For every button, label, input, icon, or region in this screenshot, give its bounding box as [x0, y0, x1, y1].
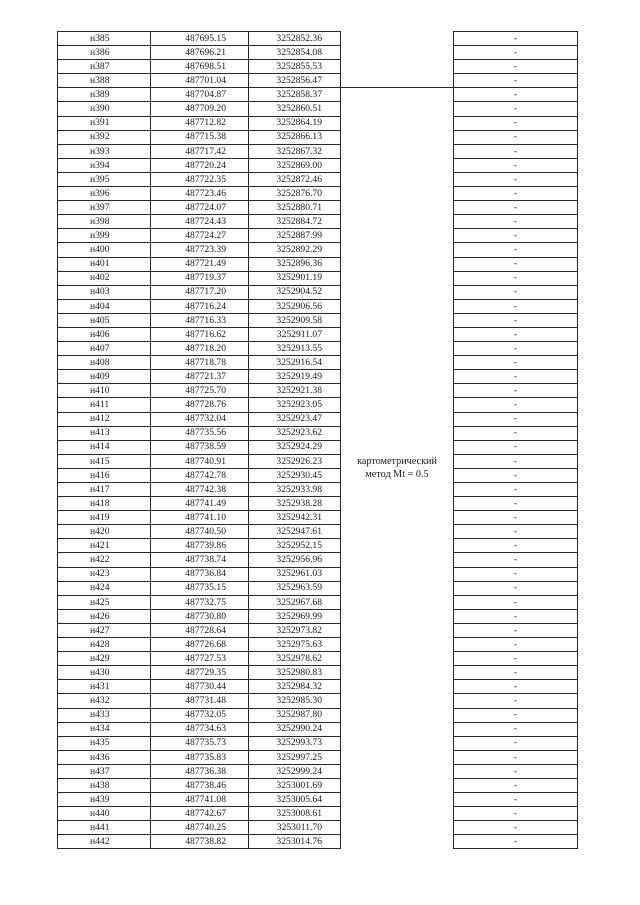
point-id-cell: н417	[58, 483, 151, 497]
x-coordinate-cell: 487721.49	[151, 257, 249, 271]
point-id-cell: н442	[58, 835, 151, 849]
note-cell: -	[454, 821, 578, 835]
table-row	[58, 130, 578, 144]
y-coordinate-cell: 3252990.24	[249, 722, 341, 736]
point-id-cell: н413	[58, 426, 151, 440]
y-coordinate-cell: 3252867.32	[249, 144, 341, 158]
x-coordinate-cell: 487738.82	[151, 835, 249, 849]
y-coordinate-cell: 3252880.71	[249, 201, 341, 215]
method-cell-empty	[341, 32, 454, 88]
point-id-cell: н412	[58, 412, 151, 426]
x-coordinate-cell: 487741.49	[151, 497, 249, 511]
point-id-cell: н426	[58, 609, 151, 623]
x-coordinate-cell: 487739.86	[151, 539, 249, 553]
point-id-cell: н421	[58, 539, 151, 553]
note-cell: -	[454, 285, 578, 299]
x-coordinate-cell: 487738.59	[151, 440, 249, 454]
x-coordinate-cell: 487709.20	[151, 102, 249, 116]
point-id-cell: н432	[58, 694, 151, 708]
note-cell: -	[454, 398, 578, 412]
note-cell: -	[454, 835, 578, 849]
note-cell: -	[454, 88, 578, 102]
note-cell: -	[454, 539, 578, 553]
y-coordinate-cell: 3252984.32	[249, 680, 341, 694]
y-coordinate-cell: 3252923.05	[249, 398, 341, 412]
y-coordinate-cell: 3252854.08	[249, 46, 341, 60]
x-coordinate-cell: 487724.27	[151, 229, 249, 243]
y-coordinate-cell: 3252872.46	[249, 172, 341, 186]
y-coordinate-cell: 3252852.36	[249, 32, 341, 46]
point-id-cell: н422	[58, 553, 151, 567]
x-coordinate-cell: 487738.46	[151, 778, 249, 792]
note-cell: -	[454, 327, 578, 341]
point-id-cell: н403	[58, 285, 151, 299]
point-id-cell: н419	[58, 511, 151, 525]
table-row	[58, 553, 578, 567]
x-coordinate-cell: 487729.35	[151, 666, 249, 680]
point-id-cell: н404	[58, 299, 151, 313]
table-row	[58, 88, 578, 102]
note-cell: -	[454, 116, 578, 130]
table-row	[58, 609, 578, 623]
note-cell: -	[454, 356, 578, 370]
table-row	[58, 539, 578, 553]
table-row	[58, 581, 578, 595]
y-coordinate-cell: 3252952.15	[249, 539, 341, 553]
point-id-cell: н414	[58, 440, 151, 454]
x-coordinate-cell: 487728.64	[151, 623, 249, 637]
y-coordinate-cell: 3252906.56	[249, 299, 341, 313]
x-coordinate-cell: 487716.33	[151, 313, 249, 327]
y-coordinate-cell: 3252923.47	[249, 412, 341, 426]
y-coordinate-cell: 3252913.55	[249, 342, 341, 356]
y-coordinate-cell: 3252942.31	[249, 511, 341, 525]
point-id-cell: н408	[58, 356, 151, 370]
y-coordinate-cell: 3252921.38	[249, 384, 341, 398]
x-coordinate-cell: 487712.82	[151, 116, 249, 130]
method-accuracy: метод Mt = 0.5	[365, 468, 429, 480]
point-id-cell: н409	[58, 370, 151, 384]
point-id-cell: н429	[58, 652, 151, 666]
table-row	[58, 74, 578, 88]
point-id-cell: н411	[58, 398, 151, 412]
table-row	[58, 835, 578, 849]
method-name: картометрический	[357, 455, 437, 467]
table-row	[58, 623, 578, 637]
point-id-cell: н406	[58, 327, 151, 341]
table-row	[58, 285, 578, 299]
point-id-cell: н390	[58, 102, 151, 116]
y-coordinate-cell: 3252999.24	[249, 764, 341, 778]
x-coordinate-cell: 487735.56	[151, 426, 249, 440]
x-coordinate-cell: 487704.87	[151, 88, 249, 102]
x-coordinate-cell: 487716.62	[151, 327, 249, 341]
point-id-cell: н387	[58, 60, 151, 74]
point-id-cell: н435	[58, 736, 151, 750]
x-coordinate-cell: 487698.51	[151, 60, 249, 74]
point-id-cell: н398	[58, 215, 151, 229]
x-coordinate-cell: 487726.68	[151, 638, 249, 652]
point-id-cell: н389	[58, 88, 151, 102]
x-coordinate-cell: 487722.35	[151, 172, 249, 186]
table-row	[58, 468, 578, 482]
point-id-cell: н386	[58, 46, 151, 60]
table-row	[58, 327, 578, 341]
note-cell: -	[454, 158, 578, 172]
note-cell: -	[454, 342, 578, 356]
y-coordinate-cell: 3252997.25	[249, 750, 341, 764]
x-coordinate-cell: 487727.53	[151, 652, 249, 666]
note-cell: -	[454, 778, 578, 792]
note-cell: -	[454, 511, 578, 525]
note-cell: -	[454, 553, 578, 567]
table-row	[58, 370, 578, 384]
y-coordinate-cell: 3252866.13	[249, 130, 341, 144]
table-row	[58, 356, 578, 370]
note-cell: -	[454, 680, 578, 694]
table-row	[58, 426, 578, 440]
note-cell: -	[454, 666, 578, 680]
table-row	[58, 525, 578, 539]
note-cell: -	[454, 694, 578, 708]
coordinates-table-body	[58, 32, 578, 849]
table-row	[58, 215, 578, 229]
y-coordinate-cell: 3252980.83	[249, 666, 341, 680]
y-coordinate-cell: 3252973.82	[249, 623, 341, 637]
table-row	[58, 229, 578, 243]
x-coordinate-cell: 487740.91	[151, 454, 249, 468]
x-coordinate-cell: 487732.75	[151, 595, 249, 609]
table-row	[58, 384, 578, 398]
point-id-cell: н441	[58, 821, 151, 835]
note-cell: -	[454, 172, 578, 186]
point-id-cell: н436	[58, 750, 151, 764]
x-coordinate-cell: 487719.37	[151, 271, 249, 285]
y-coordinate-cell: 3253001.69	[249, 778, 341, 792]
table-row	[58, 201, 578, 215]
note-cell: -	[454, 468, 578, 482]
x-coordinate-cell: 487742.67	[151, 807, 249, 821]
y-coordinate-cell: 3252919.49	[249, 370, 341, 384]
table-row	[58, 257, 578, 271]
table-row	[58, 821, 578, 835]
table-row	[58, 187, 578, 201]
y-coordinate-cell: 3252956.96	[249, 553, 341, 567]
x-coordinate-cell: 487718.78	[151, 356, 249, 370]
point-id-cell: н418	[58, 497, 151, 511]
note-cell: -	[454, 271, 578, 285]
note-cell: -	[454, 638, 578, 652]
point-id-cell: н407	[58, 342, 151, 356]
table-row	[58, 764, 578, 778]
note-cell: -	[454, 60, 578, 74]
x-coordinate-cell: 487730.44	[151, 680, 249, 694]
y-coordinate-cell: 3252860.51	[249, 102, 341, 116]
note-cell: -	[454, 370, 578, 384]
x-coordinate-cell: 487732.04	[151, 412, 249, 426]
point-id-cell: н400	[58, 243, 151, 257]
table-row	[58, 172, 578, 186]
note-cell: -	[454, 736, 578, 750]
x-coordinate-cell: 487738.74	[151, 553, 249, 567]
y-coordinate-cell: 3252967.68	[249, 595, 341, 609]
note-cell: -	[454, 243, 578, 257]
note-cell: -	[454, 313, 578, 327]
table-row	[58, 32, 578, 46]
point-id-cell: н424	[58, 581, 151, 595]
y-coordinate-cell: 3252961.03	[249, 567, 341, 581]
x-coordinate-cell: 487720.24	[151, 158, 249, 172]
note-cell: -	[454, 722, 578, 736]
table-row	[58, 398, 578, 412]
point-id-cell: н392	[58, 130, 151, 144]
point-id-cell: н437	[58, 764, 151, 778]
y-coordinate-cell: 3252884.72	[249, 215, 341, 229]
x-coordinate-cell: 487716.24	[151, 299, 249, 313]
note-cell: -	[454, 793, 578, 807]
x-coordinate-cell: 487730.80	[151, 609, 249, 623]
x-coordinate-cell: 487740.50	[151, 525, 249, 539]
y-coordinate-cell: 3252924.29	[249, 440, 341, 454]
table-row	[58, 638, 578, 652]
point-id-cell: н391	[58, 116, 151, 130]
y-coordinate-cell: 3252904.52	[249, 285, 341, 299]
point-id-cell: н420	[58, 525, 151, 539]
x-coordinate-cell: 487723.46	[151, 187, 249, 201]
point-id-cell: н401	[58, 257, 151, 271]
table-row	[58, 271, 578, 285]
table-row	[58, 243, 578, 257]
y-coordinate-cell: 3252876.70	[249, 187, 341, 201]
note-cell: -	[454, 130, 578, 144]
y-coordinate-cell: 3253011.70	[249, 821, 341, 835]
table-row	[58, 102, 578, 116]
x-coordinate-cell: 487736.38	[151, 764, 249, 778]
y-coordinate-cell: 3252896.36	[249, 257, 341, 271]
note-cell: -	[454, 807, 578, 821]
point-id-cell: н431	[58, 680, 151, 694]
note-cell: -	[454, 257, 578, 271]
x-coordinate-cell: 487717.20	[151, 285, 249, 299]
y-coordinate-cell: 3253008.61	[249, 807, 341, 821]
x-coordinate-cell: 487740.25	[151, 821, 249, 835]
coordinates-table	[57, 31, 578, 849]
note-cell: -	[454, 595, 578, 609]
note-cell: -	[454, 623, 578, 637]
point-id-cell: н425	[58, 595, 151, 609]
x-coordinate-cell: 487701.04	[151, 74, 249, 88]
y-coordinate-cell: 3252858.37	[249, 88, 341, 102]
table-row	[58, 158, 578, 172]
point-id-cell: н405	[58, 313, 151, 327]
note-cell: -	[454, 46, 578, 60]
point-id-cell: н385	[58, 32, 151, 46]
y-coordinate-cell: 3252916.54	[249, 356, 341, 370]
x-coordinate-cell: 487741.10	[151, 511, 249, 525]
table-row	[58, 666, 578, 680]
y-coordinate-cell: 3252855.53	[249, 60, 341, 74]
table-row	[58, 793, 578, 807]
note-cell: -	[454, 497, 578, 511]
note-cell: -	[454, 764, 578, 778]
table-row	[58, 46, 578, 60]
point-id-cell: н399	[58, 229, 151, 243]
table-row	[58, 652, 578, 666]
note-cell: -	[454, 384, 578, 398]
x-coordinate-cell: 487724.43	[151, 215, 249, 229]
note-cell: -	[454, 440, 578, 454]
y-coordinate-cell: 3252947.61	[249, 525, 341, 539]
table-row	[58, 595, 578, 609]
point-id-cell: н438	[58, 778, 151, 792]
table-row	[58, 116, 578, 130]
point-id-cell: н388	[58, 74, 151, 88]
y-coordinate-cell: 3252969.99	[249, 609, 341, 623]
point-id-cell: н396	[58, 187, 151, 201]
y-coordinate-cell: 3252978.62	[249, 652, 341, 666]
point-id-cell: н416	[58, 468, 151, 482]
x-coordinate-cell: 487735.83	[151, 750, 249, 764]
x-coordinate-cell: 487734.63	[151, 722, 249, 736]
y-coordinate-cell: 3252901.19	[249, 271, 341, 285]
table-row	[58, 454, 578, 468]
table-row	[58, 694, 578, 708]
x-coordinate-cell: 487731.48	[151, 694, 249, 708]
y-coordinate-cell: 3252938.28	[249, 497, 341, 511]
note-cell: -	[454, 483, 578, 497]
point-id-cell: н439	[58, 793, 151, 807]
table-row	[58, 778, 578, 792]
note-cell: -	[454, 144, 578, 158]
x-coordinate-cell: 487742.78	[151, 468, 249, 482]
note-cell: -	[454, 299, 578, 313]
table-row	[58, 342, 578, 356]
x-coordinate-cell: 487724.07	[151, 201, 249, 215]
table-row	[58, 750, 578, 764]
table-row	[58, 440, 578, 454]
y-coordinate-cell: 3252864.19	[249, 116, 341, 130]
y-coordinate-cell: 3252987.80	[249, 708, 341, 722]
y-coordinate-cell: 3252993.73	[249, 736, 341, 750]
point-id-cell: н433	[58, 708, 151, 722]
note-cell: -	[454, 32, 578, 46]
point-id-cell: н410	[58, 384, 151, 398]
note-cell: -	[454, 201, 578, 215]
y-coordinate-cell: 3252985.30	[249, 694, 341, 708]
y-coordinate-cell: 3252887.99	[249, 229, 341, 243]
x-coordinate-cell: 487695.15	[151, 32, 249, 46]
note-cell: -	[454, 567, 578, 581]
y-coordinate-cell: 3252911.07	[249, 327, 341, 341]
note-cell: -	[454, 708, 578, 722]
table-row	[58, 483, 578, 497]
note-cell: -	[454, 609, 578, 623]
point-id-cell: н440	[58, 807, 151, 821]
table-row	[58, 497, 578, 511]
x-coordinate-cell: 487721.37	[151, 370, 249, 384]
point-id-cell: н393	[58, 144, 151, 158]
note-cell: -	[454, 229, 578, 243]
y-coordinate-cell: 3252869.00	[249, 158, 341, 172]
point-id-cell: н427	[58, 623, 151, 637]
y-coordinate-cell: 3253005.64	[249, 793, 341, 807]
x-coordinate-cell: 487725.70	[151, 384, 249, 398]
note-cell: -	[454, 74, 578, 88]
y-coordinate-cell: 3252892.29	[249, 243, 341, 257]
x-coordinate-cell: 487728.76	[151, 398, 249, 412]
note-cell: -	[454, 412, 578, 426]
x-coordinate-cell: 487696.21	[151, 46, 249, 60]
table-row	[58, 299, 578, 313]
note-cell: -	[454, 187, 578, 201]
note-cell: -	[454, 215, 578, 229]
table-row	[58, 567, 578, 581]
y-coordinate-cell: 3252923.62	[249, 426, 341, 440]
y-coordinate-cell: 3252930.45	[249, 468, 341, 482]
note-cell: -	[454, 652, 578, 666]
table-row	[58, 313, 578, 327]
y-coordinate-cell: 3252856.47	[249, 74, 341, 88]
y-coordinate-cell: 3253014.76	[249, 835, 341, 849]
x-coordinate-cell: 487718.20	[151, 342, 249, 356]
point-id-cell: н415	[58, 454, 151, 468]
table-row	[58, 708, 578, 722]
point-id-cell: н430	[58, 666, 151, 680]
x-coordinate-cell: 487736.84	[151, 567, 249, 581]
note-cell: -	[454, 525, 578, 539]
method-cell	[341, 88, 454, 849]
point-id-cell: н428	[58, 638, 151, 652]
x-coordinate-cell: 487723.39	[151, 243, 249, 257]
x-coordinate-cell: 487715.38	[151, 130, 249, 144]
point-id-cell: н402	[58, 271, 151, 285]
note-cell: -	[454, 426, 578, 440]
x-coordinate-cell: 487735.73	[151, 736, 249, 750]
y-coordinate-cell: 3252963.59	[249, 581, 341, 595]
y-coordinate-cell: 3252909.58	[249, 313, 341, 327]
table-row	[58, 511, 578, 525]
point-id-cell: н397	[58, 201, 151, 215]
note-cell: -	[454, 102, 578, 116]
table-row	[58, 722, 578, 736]
x-coordinate-cell: 487735.15	[151, 581, 249, 595]
point-id-cell: н434	[58, 722, 151, 736]
table-row	[58, 680, 578, 694]
table-row	[58, 144, 578, 158]
x-coordinate-cell: 487732.05	[151, 708, 249, 722]
x-coordinate-cell: 487741.08	[151, 793, 249, 807]
note-cell: -	[454, 581, 578, 595]
note-cell: -	[454, 454, 578, 468]
table-row	[58, 807, 578, 821]
y-coordinate-cell: 3252975.63	[249, 638, 341, 652]
table-row	[58, 60, 578, 74]
x-coordinate-cell: 487717.42	[151, 144, 249, 158]
point-id-cell: н395	[58, 172, 151, 186]
y-coordinate-cell: 3252926.23	[249, 454, 341, 468]
x-coordinate-cell: 487742.38	[151, 483, 249, 497]
point-id-cell: н423	[58, 567, 151, 581]
y-coordinate-cell: 3252933.98	[249, 483, 341, 497]
table-row	[58, 736, 578, 750]
table-row	[58, 412, 578, 426]
note-cell: -	[454, 750, 578, 764]
point-id-cell: н394	[58, 158, 151, 172]
